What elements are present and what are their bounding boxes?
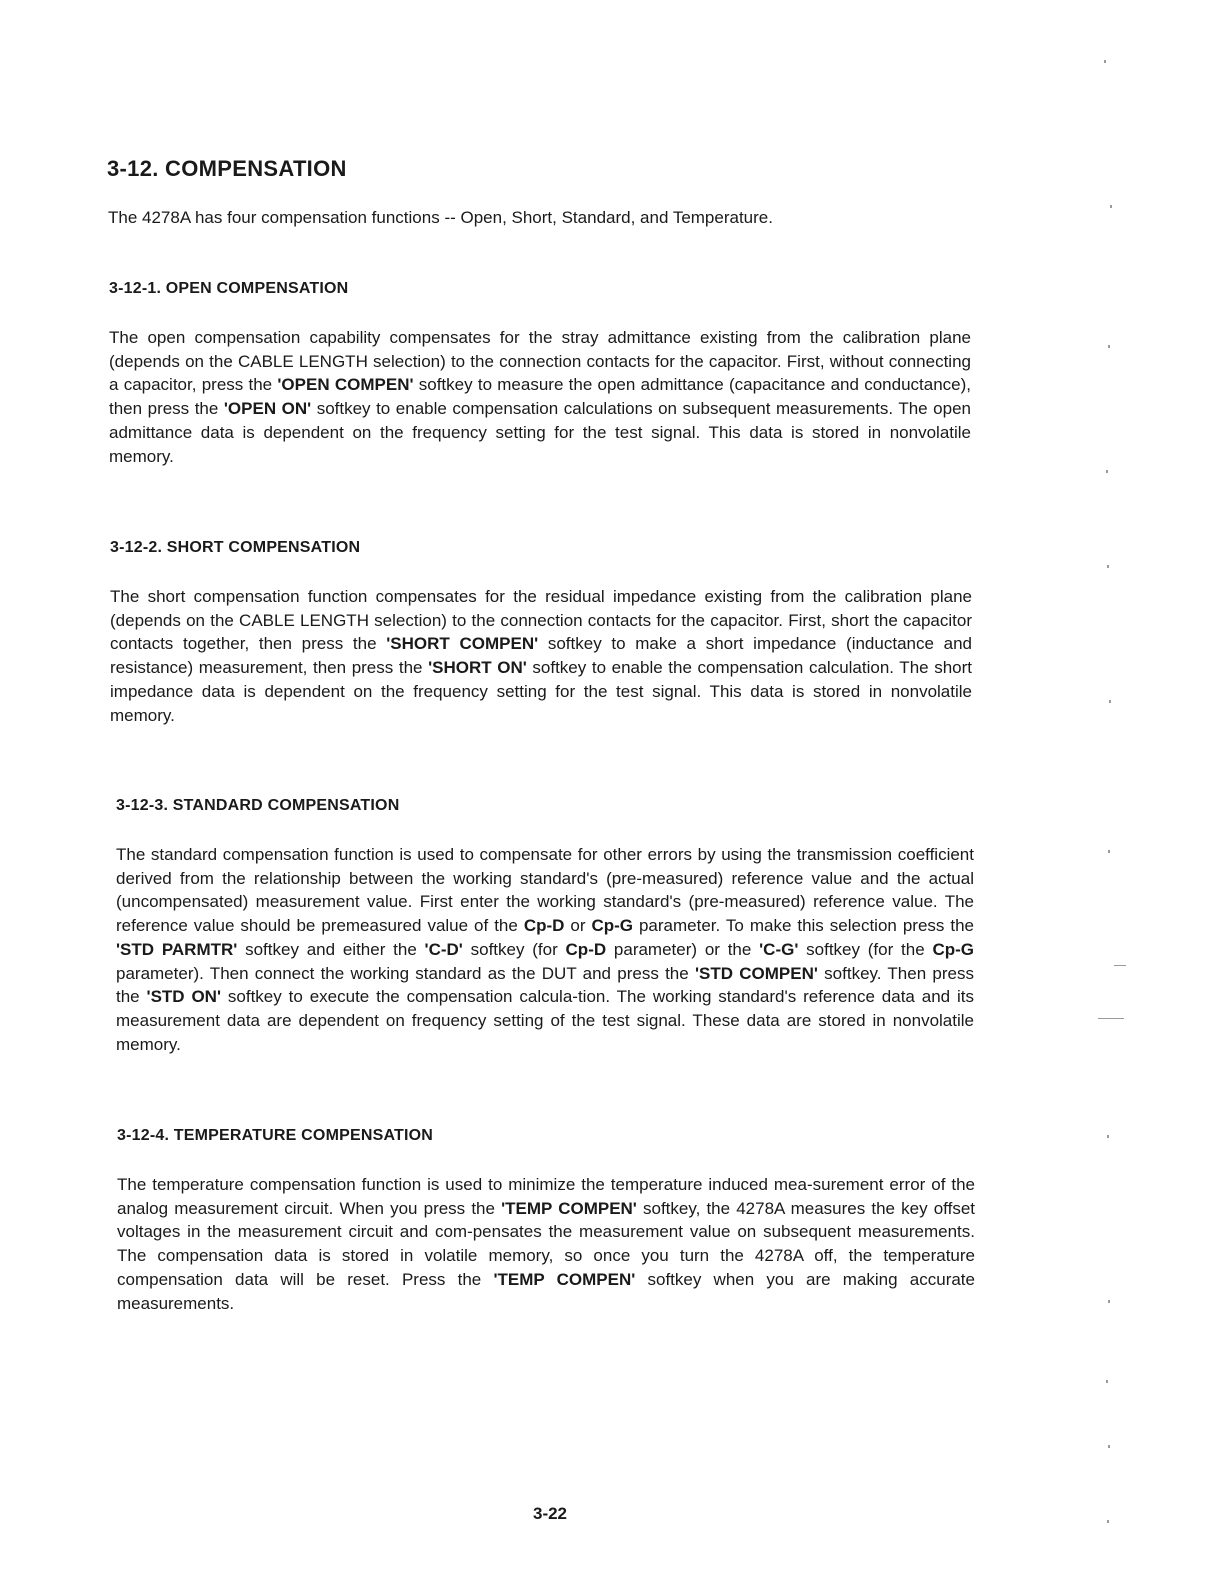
bold-term: Cp-D xyxy=(523,916,565,936)
text-run: parameter) or the xyxy=(606,939,760,959)
text-run: The open compensation capability compensates for the stray admittance existing from the calibration plane (depends on the CABLE LENGTH selection) to the connection contacts for the capacitor. First, without connecting a capacitor, press the xyxy=(109,328,971,395)
section-short-compensation xyxy=(110,539,972,727)
text-run: softkey to measure the open admittance (capacitance and conductance), then press the xyxy=(109,375,971,419)
section-heading: 3-12-1. OPEN COMPENSATION xyxy=(109,280,349,297)
text-run: softkey to enable compensation calculations on subsequent measurements. The open admittance data is dependent on the frequency setting for the test signal. This data is stored in nonvolatile memory. xyxy=(109,399,971,466)
bold-term: 'C-D' xyxy=(424,939,463,959)
text-run: softkey to make a short impedance (inductance and resistance) measurement, then press the xyxy=(110,634,972,678)
text-run: softkey (for xyxy=(462,939,566,959)
text-run: softkey and either the xyxy=(237,939,425,959)
section-heading: 3-12-2. SHORT COMPENSATION xyxy=(110,539,361,556)
bold-term: Cp-G xyxy=(591,916,634,936)
section-heading: 3-12-4. TEMPERATURE COMPENSATION xyxy=(117,1127,434,1144)
bold-term: 'OPEN COMPEN' xyxy=(277,375,414,395)
text-run: The temperature compensation function is used to minimize the temperature induced mea-surement error of the analog measurement circuit. When you press the xyxy=(117,1175,975,1218)
bold-term: 'TEMP COMPEN' xyxy=(493,1269,636,1289)
text-run: The short compensation function compensates for the residual impedance existing from the calibration plane (depends on the CABLE LENGTH selection) to the connection contacts for the capacitor. First, short the capacitor contacts together, then press the xyxy=(110,587,972,654)
text-run: softkey, the 4278A measures the key offset voltages in the measurement circuit and com-pensates the measurement value on subsequent measurements. The compensation data is stored in volatile memory, so once you turn the 4278A off, the temperature compensation data will be reset. Press the xyxy=(117,1198,975,1289)
section-temperature-compensation xyxy=(117,1127,975,1315)
bold-term: 'STD ON' xyxy=(146,987,222,1007)
page-number: 3-22 xyxy=(532,1504,568,1523)
bold-term: 'OPEN ON' xyxy=(223,399,312,419)
section-body xyxy=(110,585,972,727)
bold-term: 'STD COMPEN' xyxy=(694,963,818,983)
text-run: parameter. To make this selection press the xyxy=(633,916,975,936)
text-run: softkey to execute the compensation calcula-tion. The working standard's reference data and its measurement data are dependent on frequency setting of the test signal. These data are stored in nonvolatile memory. xyxy=(116,987,975,1054)
scan-margin-marks xyxy=(1084,0,1224,1584)
section-body xyxy=(117,1173,975,1315)
text-run: softkey. Then press the xyxy=(116,963,974,1007)
text-run: softkey when you are making accurate measurements. xyxy=(117,1269,975,1313)
bold-term: 'SHORT ON' xyxy=(428,658,527,678)
page-title: 3-12. COMPENSATION xyxy=(107,156,347,181)
text-run: softkey to enable the compensation calculation. The short impedance data is dependent on the frequency setting for the test signal. This data is stored in nonvolatile memory. xyxy=(110,658,972,725)
section-heading: 3-12-3. STANDARD COMPENSATION xyxy=(116,797,400,814)
bold-term: 'SHORT COMPEN' xyxy=(386,634,539,654)
section-open-compensation xyxy=(109,280,971,468)
bold-term: 'TEMP COMPEN' xyxy=(501,1198,637,1218)
text-run: or xyxy=(564,916,592,936)
bold-term: Cp-D xyxy=(565,939,607,959)
text-run: softkey (for the xyxy=(798,939,933,959)
bold-term: 'STD PARMTR' xyxy=(116,939,238,959)
section-body xyxy=(116,843,974,1056)
text-run: parameter). Then connect the working standard as the DUT and press the xyxy=(116,963,695,983)
section-standard-compensation xyxy=(116,797,974,1056)
bold-term: 'C-G' xyxy=(759,939,799,959)
section-body xyxy=(109,326,971,468)
intro-paragraph: The 4278A has four compensation functions -- Open, Short, Standard, and Temperature. xyxy=(108,208,773,227)
bold-term: Cp-G xyxy=(932,939,974,959)
text-run: The standard compensation function is used to compensate for other errors by using the transmission coefficient derived from the relationship between the working standard's (pre-measured) reference value and the actual (uncompensated) measurement value. First enter the working standard's (pre-measured) reference value. The reference value should be premeasured value of the xyxy=(116,845,974,936)
